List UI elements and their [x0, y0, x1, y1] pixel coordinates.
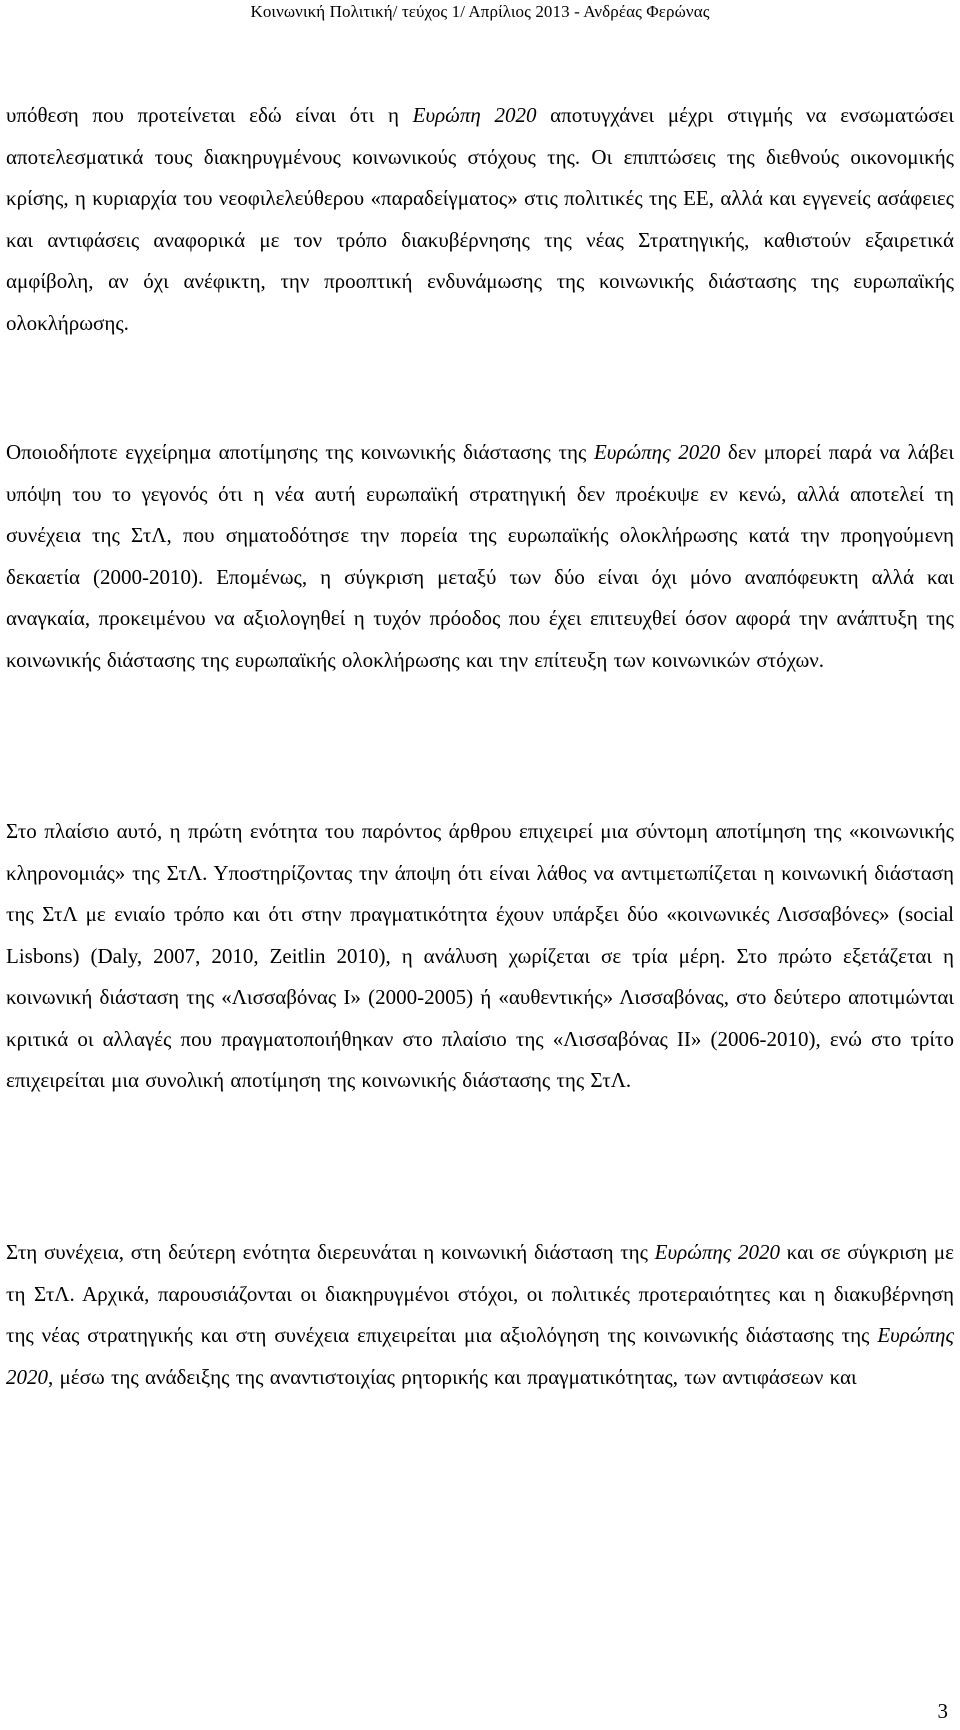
page-number: 3	[937, 1699, 948, 1723]
italic-title: Ευρώπης 2020	[6, 1323, 954, 1389]
running-header: Κοινωνική Πολιτική/ τεύχος 1/ Απρίλιος 2013 - Ανδρέας Φερώνας	[250, 2, 710, 21]
text-segment: , μέσω της ανάδειξης της αναντιστοιχίας ρητορικής και πραγματικότητας, των αντιφάσεων και	[48, 1364, 857, 1389]
italic-title: Ευρώπης 2020	[654, 1240, 780, 1264]
text-segment: Στη συνέχεια, στη δεύτερη ενότητα διερευνάται η κοινωνική διάσταση της	[6, 1240, 655, 1264]
paragraph-3	[6, 811, 954, 1102]
text-segment: δεν μπορεί παρά να λάβει υπόψη του το γεγονός ότι η νέα αυτή ευρωπαϊκή στρατηγική δεν προέκυψε εν κενώ, αλλά αποτελεί τη συνέχεια της ΣτΛ, που σηματοδότησε την πορεία της ευρωπαϊκής ολοκλήρωσης κατά την προηγούμενη δεκαετία (2000-2010). Επομένως, η σύγκριση μεταξύ των δύο είναι όχι μόνο αναπόφευκτη αλλά και αναγκαία, προκειμένου να αξιολογηθεί η τυχόν πρόοδος που έχει επιτευχθεί όσον αφορά την ανάπτυξη της κοινωνικής διάστασης της ευρωπαϊκής ολοκλήρωσης και την επίτευξη των κοινωνικών στόχων.	[6, 440, 954, 672]
text-segment: και σε σύγκριση με τη ΣτΛ. Αρχικά, παρουσιάζονται οι διακηρυγμένοι στόχοι, οι πολιτικές προτεραιότητες και η διακυβέρνηση της νέας στρατηγικής και στη συνέχεια επιχειρείται μια αξιολόγηση της κοινωνικής διάστασης της	[6, 1240, 954, 1347]
text-segment: αποτυγχάνει μέχρι στιγμής να ενσωματώσει αποτελεσματικά τους διακηρυγμένους κοινωνικούς στόχους της. Οι επιπτώσεις της διεθνούς οικονομικής κρίσης, η κυριαρχία του νεοφιλελεύθερου «παραδείγματος» στις πολιτικές της ΕΕ, αλλά και εγγενείς ασάφειες και αντιφάσεις αναφορικά με τον τρόπο διακυβέρνησης της νέας Στρατηγικής, καθιστούν εξαιρετικά αμφίβολη, αν όχι ανέφικτη, την προοπτική ενδυνάμωσης της κοινωνικής διάστασης της ευρωπαϊκής ολοκλήρωσης.	[6, 103, 955, 335]
text-segment: Στο πλαίσιο αυτό, η πρώτη ενότητα του παρόντος άρθρου επιχειρεί μια σύντομη αποτίμηση της «κοινωνικής κληρονομιάς» της ΣτΛ. Υποστηρίζοντας την άποψη ότι είναι λάθος να αντιμετωπίζεται η κοινωνική διάσταση της ΣτΛ με ενιαίο τρόπο και ότι στην πραγματικότητα έχουν υπάρξει δύο «κοινωνικές Λισσαβόνες» (social Lisbons) (Daly, 2007, 2010, Zeitlin 2010), η ανάλυση χωρίζεται σε τρία μέρη. Στο πρώτο εξετάζεται η κοινωνική διάσταση της «Λισσαβόνας Ι» (2000-2005) ή «αυθεντικής» Λισσαβόνας, στο δεύτερο αποτιμώνται κριτικά οι αλλαγές που πραγματοποιήθηκαν στο πλαίσιο της «Λισσαβόνας ΙΙ» (2006-2010), ενώ στο τρίτο επιχειρείται μια συνολική αποτίμηση της κοινωνικής διάστασης της ΣτΛ.	[6, 819, 954, 1092]
text-segment: υπόθεση που προτείνεται εδώ είναι ότι η	[6, 103, 413, 127]
paragraph-4	[6, 1232, 954, 1398]
italic-title: Ευρώπης 2020	[593, 440, 721, 464]
text-segment: Οποιοδήποτε εγχείρημα αποτίμησης της κοινωνικής διάστασης της	[6, 440, 594, 464]
paragraph-1	[6, 95, 954, 344]
italic-title: Ευρώπη 2020	[412, 103, 537, 127]
paragraph-2	[6, 432, 954, 681]
